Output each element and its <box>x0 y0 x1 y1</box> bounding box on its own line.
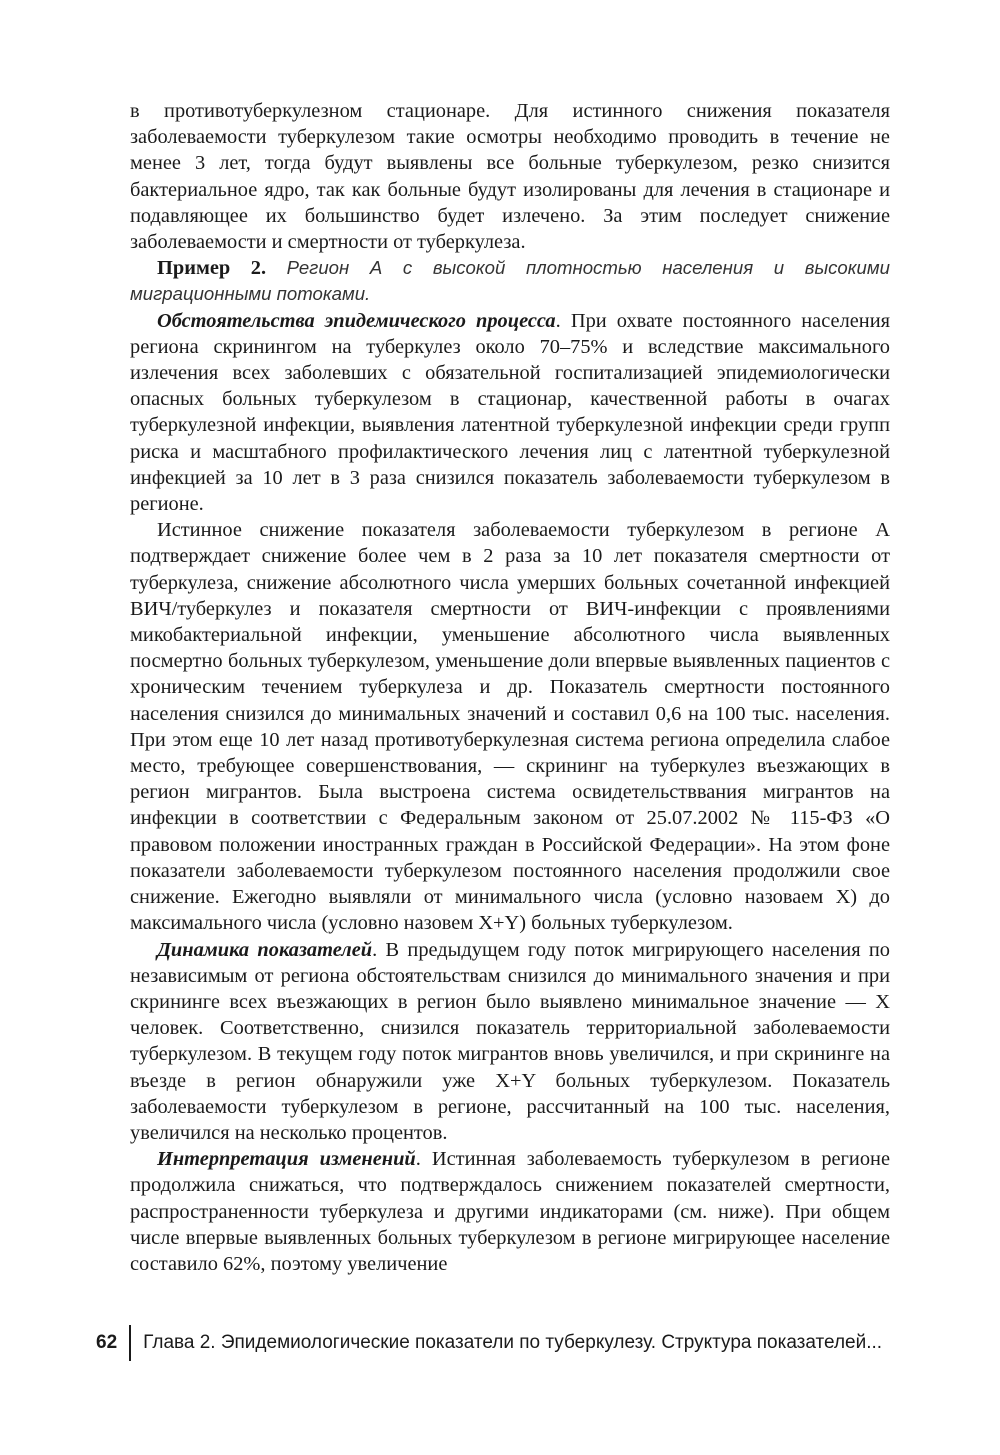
page-number: 62 <box>96 1332 118 1353</box>
page-body <box>130 98 890 1277</box>
paragraph-text: В предыдущем году поток мигрирующего населения по независимым от региона обстоятельствам снизился до минимального значения и при скрининге всех въезжающих в регион было выявлено минимальное значение — X человек. Соответственно, снизился показатель территориальной заболеваемости туберкулезом. В текущем году поток мигрантов вновь увеличился, и при скрининге на въезде в регион обнаружили уже X+Y больных туберкулезом. Показатель заболеваемости туберкулезом в регионе, рассчитанный на 100 тыс. населения, увеличился на несколько процентов. <box>130 938 890 1144</box>
paragraph-text: Истинное снижение показателя заболеваемости туберкулезом в регионе А подтверждает снижение более чем в 2 раза за 10 лет показателя смертности от туберкулеза, снижение абсолютного числа умерших больных сочетанной инфекцией ВИЧ/туберкулез и показателя смертности от ВИЧ-инфекции с проявлениями микобактериальной инфекции, уменьшение абсолютного числа выявленных посмертно больных туберкулезом, уменьшение доли впервые выявленных пациентов с хроническим течением туберкулеза и др. Показатель смертности постоянного населения снизился до минимальных значений и составил 0,6 на 100 тыс. населения. При этом еще 10 лет назад противотуберкулезная система региона определила слабое место, требующее совершенствования, — скрининг на туберкулез въезжающих в регион мигрантов. Была выстроена система освидетельстввания мигрантов на инфекции в соответствии с Федеральным законом от 25.07.2002 № 115-ФЗ «О правовом положении иностранных граждан в Российской Федерации». На этом фоне показатели заболеваемости туберкулезом постоянного населения продолжили свое снижение. Ежегодно выявляли от минимального числа (условно назоваем X) до максимального числа (условно назовем X+Y) больных туберкулезом. <box>130 519 890 935</box>
example-label: Пример 2 <box>157 257 261 280</box>
paragraph-circumstances <box>130 308 890 518</box>
paragraph-true-decline <box>130 517 890 936</box>
paragraph-interpretation <box>130 1146 890 1277</box>
page-footer <box>96 1325 882 1361</box>
example-label-punct: . <box>260 257 287 280</box>
paragraph-text: Истинная заболеваемость туберкулезом в регионе продолжила снижаться, что подтверждалось снижением показателей смертности, распространенности туберкулеза и другими индикаторами (см. ниже). При общем числе впервые выявленных больных туберкулезом в регионе мигрирующее население составило 62%, поэтому увеличение <box>130 1148 890 1275</box>
section-lead-circumstances: Обстоятельства эпидемического процесса <box>157 309 556 332</box>
example-description: Регион А с высокой плотностью населения и высокими миграционными потоками. <box>130 257 890 305</box>
section-lead-punct: . <box>415 1148 421 1171</box>
paragraph-text: в противотуберкулезном стационаре. Для истинного снижения показателя заболеваемости туберкулезом такие осмотры необходимо проводить в течение не менее 3 лет, тогда будут выявлены все больные туберкулезом, резко снизится бактериальное ядро, так как больные будут изолированы для лечения в стационаре и подавляющее их большинство будет излечено. За этим последует снижение заболеваемости и смертности от туберкулеза. <box>130 100 890 254</box>
footer-divider <box>129 1325 131 1361</box>
section-lead-punct: . <box>555 309 561 332</box>
section-lead-interpretation: Интерпретация изменений <box>157 1148 416 1171</box>
running-title: Глава 2. Эпидемиологические показатели по туберкулезу. Структура показателей... <box>143 1332 883 1353</box>
paragraph-dynamics <box>130 937 890 1147</box>
paragraph-continuation <box>130 98 890 255</box>
section-lead-dynamics: Динамика показателей <box>157 938 373 961</box>
paragraph-text: При охвате постоянного населения региона скринингом на туберкулез около 70–75% и вследствие максимального излечения всех заболевших с обязательной госпитализацией эпидемиологически опасных больных туберкулезом в стационар, качественной работы в очагах туберкулезной инфекции, выявления латентной туберкулезной инфекции среди групп риска и масштабного профилактического лечения лиц с латентной туберкулезной инфекцией за 10 лет в 3 раза снизился показатель заболеваемости туберкулезом в регионе. <box>130 309 890 516</box>
section-lead-punct: . <box>372 938 378 961</box>
example-heading <box>130 255 890 307</box>
